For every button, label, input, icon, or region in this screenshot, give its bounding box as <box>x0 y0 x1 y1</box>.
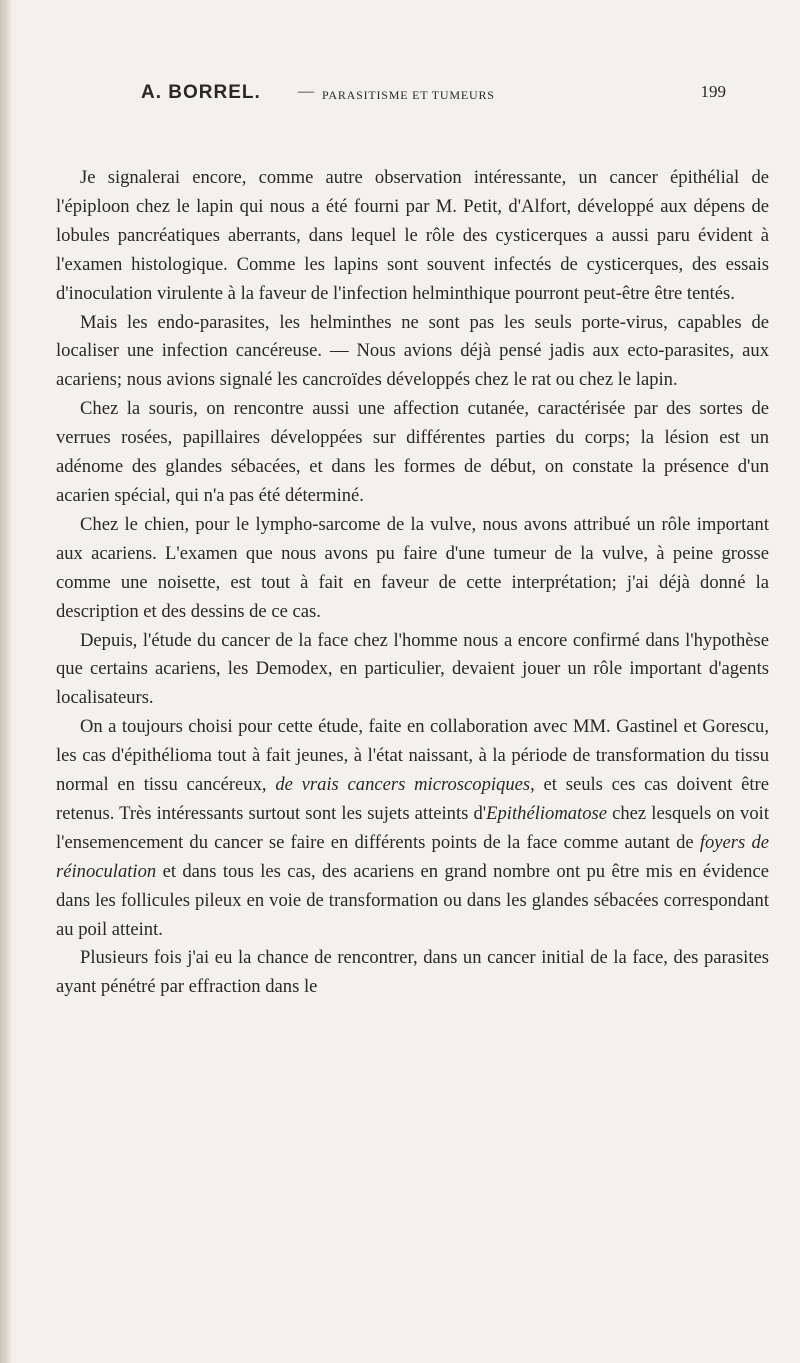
italic-phrase: de vrais cancers microscopiques <box>275 774 531 796</box>
italic-term: Epithéliomatose <box>486 802 607 824</box>
page-number: 199 <box>700 82 726 101</box>
page-binding-edge <box>0 0 12 1363</box>
running-head-separator: — <box>298 83 314 100</box>
paragraph-7: Plusieurs fois j'ai eu la chance de rencontrer, dans un cancer initial de la face, des parasites ayant pénétré par effraction dans le <box>56 947 769 998</box>
paragraph-4: Chez le chien, pour le lympho-sarcome de la vulve, nous avons attribué un rôle important aux acariens. L'examen que nous avons pu faire d'une tumeur de la vulve, à peine grosse comme une noisette, est tout à fait en faveur de cette interprétation; j'ai déjà donné la description et des dessins de ce cas. <box>56 513 769 622</box>
paragraph-5: Depuis, l'étude du cancer de la face chez l'homme nous a encore confirmé dans l'hypothèse que certains acariens, les Demodex, en particulier, devaient jouer un rôle important d'agents localisateurs. <box>56 629 769 709</box>
paragraph-3: Chez la souris, on rencontre aussi une affection cutanée, caractérisée par des sortes de verrues rosées, papillaires développées sur différentes parties du corps; la lésion est un adénome des glandes sébacées, et dans les formes de début, on constate la présence d'un acarien spécial, qui n'a pas été déterminé. <box>56 398 769 506</box>
paragraph-6: On a toujours choisi pour cette étude, faite en collaboration avec MM. Gastinel et Gorescu, les cas d'épithélioma tout à fait jeunes, à l'état naissant, à la période de transformation du tissu normal en tissu cancéreux, de vrais cancers microscopiques, et seuls ces cas doivent être retenus. Très intéressants surtout sont les sujets atteints d'Epithéliomatose chez lesquels on voit l'ensemencement du cancer se faire en différents points de la face comme autant de foyers de réinoculation et dans tous les cas, des acariens en grand nombre ont pu être mis en évidence dans les follicules pileux en voie de transformation ou dans les glandes sébacées correspondant au poil atteint. <box>56 716 770 940</box>
paragraph-2: Mais les endo-parasites, les helminthes ne sont pas les seuls porte-virus, capables de localiser une infection cancéreuse. — Nous avions déjà pensé jadis aux ecto-parasites, aux acariens; nous avions signalé les cancroïdes développés chez le rat ou chez le lapin. <box>56 311 769 391</box>
running-head-title: PARASITISME ET TUMEURS <box>322 88 495 102</box>
running-head-author: A. BORREL. <box>141 82 261 103</box>
paragraph-1: Je signalerai encore, comme autre observation intéressante, un cancer épithélial de l'épiploon chez le lapin qui nous a été fourni par M. Petit, d'Alfort, développé aux dépens de lobules pancréatiques aberrants, dans lequel le rôle des cysticerques a aussi paru évident à l'examen histologique. Comme les lapins sont souvent infectés de cysticerques, des essais d'inoculation virulente à la faveur de l'infection helminthique pourront peut-être être tentés. <box>56 167 769 304</box>
book-page <box>56 52 770 998</box>
italic-phrase: foyers de réinoculation <box>56 831 770 882</box>
body-text <box>56 164 769 1002</box>
running-head <box>56 52 770 103</box>
